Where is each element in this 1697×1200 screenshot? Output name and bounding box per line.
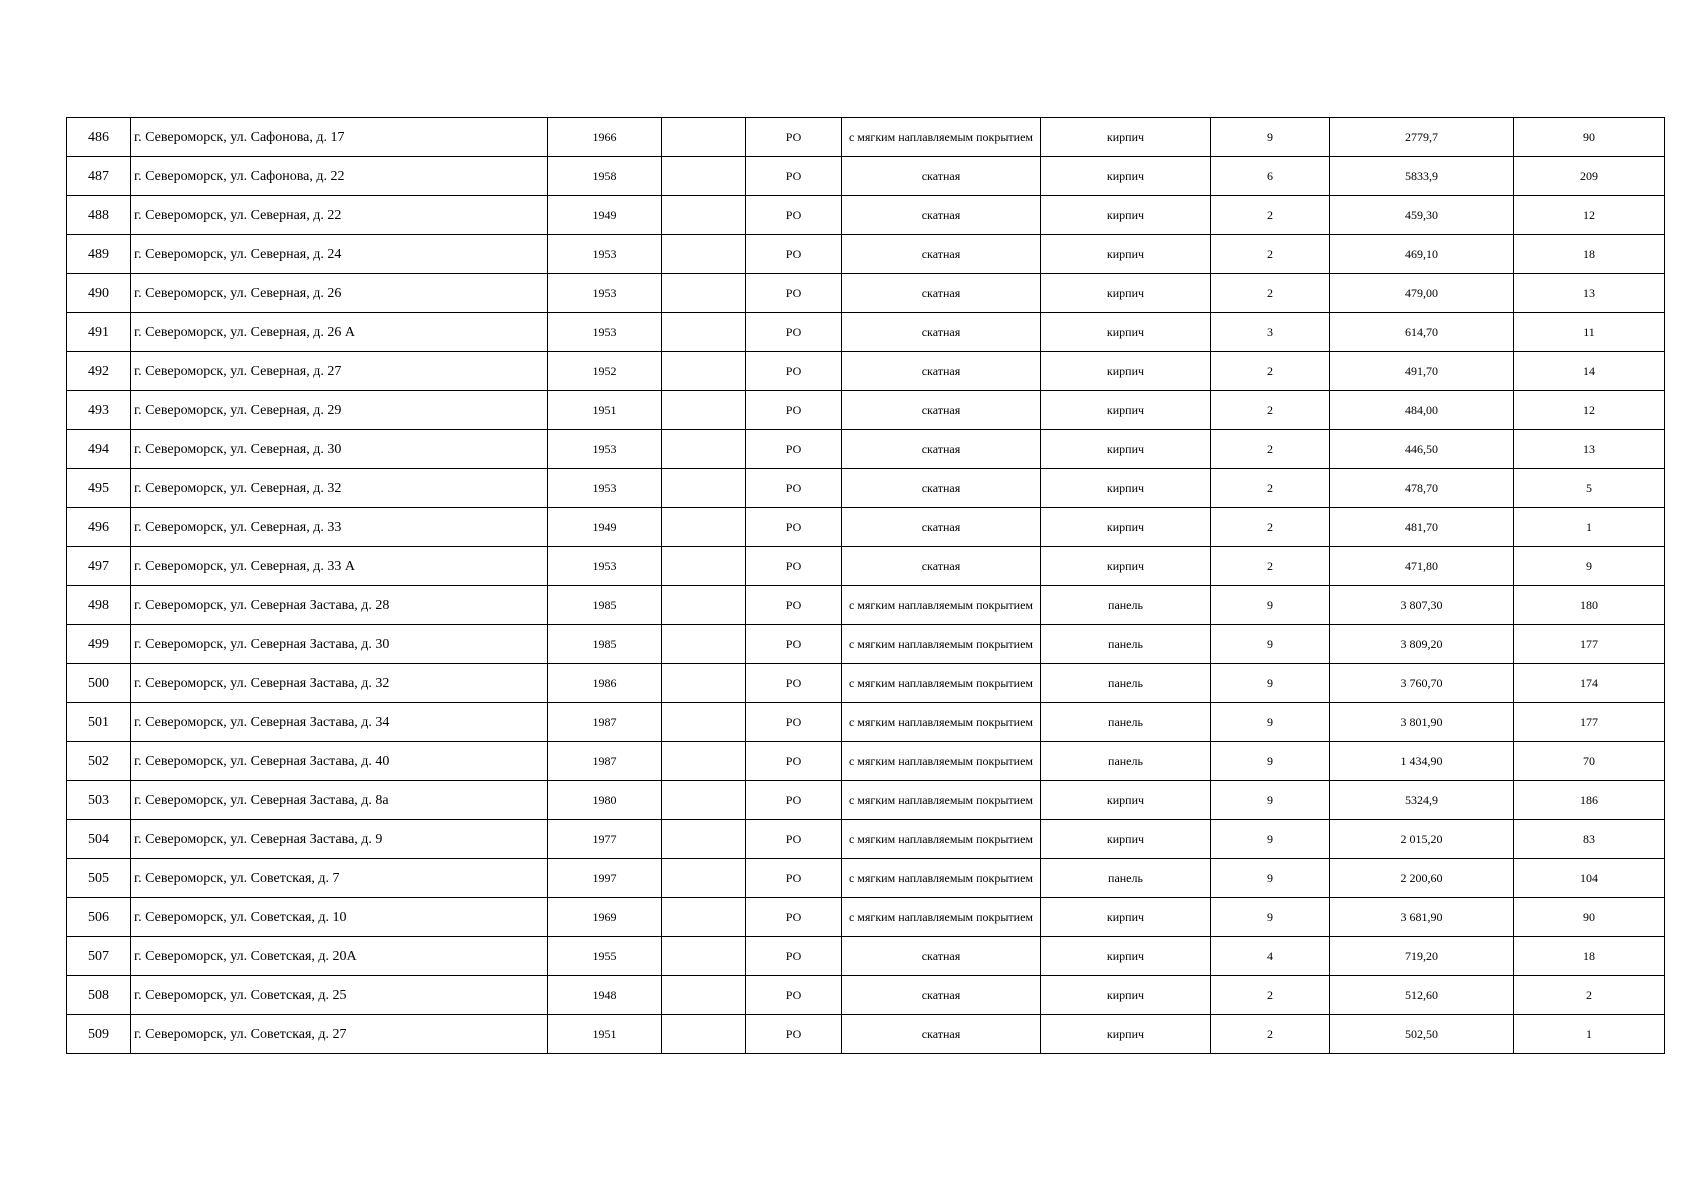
wall-material-cell: кирпич xyxy=(1041,274,1211,313)
fund-method-cell: РО xyxy=(746,508,842,547)
fund-method-cell: РО xyxy=(746,898,842,937)
floors-cell: 9 xyxy=(1211,118,1330,157)
build-year-cell: 1952 xyxy=(548,352,662,391)
floors-cell: 2 xyxy=(1211,352,1330,391)
table-row xyxy=(67,625,1665,664)
roof-type-cell: с мягким наплавляемым покрытием xyxy=(842,898,1041,937)
floors-cell: 3 xyxy=(1211,313,1330,352)
fund-method-cell: РО xyxy=(746,118,842,157)
floors-cell: 9 xyxy=(1211,820,1330,859)
area-cell: 491,70 xyxy=(1330,352,1514,391)
wall-material-cell: кирпич xyxy=(1041,157,1211,196)
area-cell: 719,20 xyxy=(1330,937,1514,976)
floors-cell: 2 xyxy=(1211,469,1330,508)
address-cell: г. Североморск, ул. Северная, д. 26 А xyxy=(131,313,548,352)
fund-method-cell: РО xyxy=(746,274,842,313)
table-row xyxy=(67,469,1665,508)
table-row xyxy=(67,430,1665,469)
residents-cell: 70 xyxy=(1514,742,1665,781)
roof-type-cell: скатная xyxy=(842,196,1041,235)
empty-cell xyxy=(662,898,746,937)
wall-material-cell: панель xyxy=(1041,742,1211,781)
address-cell: г. Североморск, ул. Северная Застава, д. 32 xyxy=(131,664,548,703)
wall-material-cell: панель xyxy=(1041,703,1211,742)
row-number-cell: 504 xyxy=(67,820,131,859)
row-number-cell: 505 xyxy=(67,859,131,898)
area-cell: 478,70 xyxy=(1330,469,1514,508)
fund-method-cell: РО xyxy=(746,820,842,859)
wall-material-cell: кирпич xyxy=(1041,118,1211,157)
fund-method-cell: РО xyxy=(746,859,842,898)
table-row xyxy=(67,547,1665,586)
residents-cell: 18 xyxy=(1514,235,1665,274)
fund-method-cell: РО xyxy=(746,625,842,664)
empty-cell xyxy=(662,547,746,586)
floors-cell: 9 xyxy=(1211,898,1330,937)
floors-cell: 2 xyxy=(1211,391,1330,430)
wall-material-cell: кирпич xyxy=(1041,898,1211,937)
empty-cell xyxy=(662,391,746,430)
empty-cell xyxy=(662,430,746,469)
build-year-cell: 1977 xyxy=(548,820,662,859)
roof-type-cell: скатная xyxy=(842,1015,1041,1054)
table-row xyxy=(67,274,1665,313)
build-year-cell: 1953 xyxy=(548,235,662,274)
area-cell: 2 015,20 xyxy=(1330,820,1514,859)
wall-material-cell: кирпич xyxy=(1041,937,1211,976)
fund-method-cell: РО xyxy=(746,781,842,820)
table-row xyxy=(67,781,1665,820)
address-cell: г. Североморск, ул. Северная, д. 27 xyxy=(131,352,548,391)
floors-cell: 9 xyxy=(1211,742,1330,781)
empty-cell xyxy=(662,196,746,235)
table-row xyxy=(67,235,1665,274)
empty-cell xyxy=(662,1015,746,1054)
build-year-cell: 1985 xyxy=(548,625,662,664)
roof-type-cell: скатная xyxy=(842,235,1041,274)
table-row xyxy=(67,196,1665,235)
residents-cell: 12 xyxy=(1514,196,1665,235)
table-row xyxy=(67,898,1665,937)
roof-type-cell: с мягким наплавляемым покрытием xyxy=(842,703,1041,742)
address-cell: г. Североморск, ул. Советская, д. 20А xyxy=(131,937,548,976)
table-row xyxy=(67,313,1665,352)
build-year-cell: 1953 xyxy=(548,313,662,352)
build-year-cell: 1997 xyxy=(548,859,662,898)
build-year-cell: 1951 xyxy=(548,1015,662,1054)
empty-cell xyxy=(662,586,746,625)
address-cell: г. Североморск, ул. Сафонова, д. 17 xyxy=(131,118,548,157)
floors-cell: 6 xyxy=(1211,157,1330,196)
row-number-cell: 490 xyxy=(67,274,131,313)
residents-cell: 177 xyxy=(1514,625,1665,664)
build-year-cell: 1980 xyxy=(548,781,662,820)
row-number-cell: 487 xyxy=(67,157,131,196)
address-cell: г. Североморск, ул. Сафонова, д. 22 xyxy=(131,157,548,196)
area-cell: 3 809,20 xyxy=(1330,625,1514,664)
table-row xyxy=(67,664,1665,703)
housing-registry-table xyxy=(66,117,1665,1054)
table-row xyxy=(67,391,1665,430)
residents-cell: 1 xyxy=(1514,508,1665,547)
empty-cell xyxy=(662,742,746,781)
fund-method-cell: РО xyxy=(746,703,842,742)
wall-material-cell: кирпич xyxy=(1041,781,1211,820)
area-cell: 469,10 xyxy=(1330,235,1514,274)
area-cell: 1 434,90 xyxy=(1330,742,1514,781)
row-number-cell: 509 xyxy=(67,1015,131,1054)
address-cell: г. Североморск, ул. Северная, д. 22 xyxy=(131,196,548,235)
floors-cell: 2 xyxy=(1211,976,1330,1015)
roof-type-cell: с мягким наплавляемым покрытием xyxy=(842,742,1041,781)
floors-cell: 2 xyxy=(1211,547,1330,586)
wall-material-cell: кирпич xyxy=(1041,391,1211,430)
area-cell: 481,70 xyxy=(1330,508,1514,547)
fund-method-cell: РО xyxy=(746,235,842,274)
area-cell: 459,30 xyxy=(1330,196,1514,235)
roof-type-cell: скатная xyxy=(842,430,1041,469)
row-number-cell: 491 xyxy=(67,313,131,352)
row-number-cell: 494 xyxy=(67,430,131,469)
build-year-cell: 1958 xyxy=(548,157,662,196)
roof-type-cell: с мягким наплавляемым покрытием xyxy=(842,859,1041,898)
table-row xyxy=(67,586,1665,625)
address-cell: г. Североморск, ул. Северная, д. 33 xyxy=(131,508,548,547)
residents-cell: 2 xyxy=(1514,976,1665,1015)
row-number-cell: 497 xyxy=(67,547,131,586)
fund-method-cell: РО xyxy=(746,157,842,196)
row-number-cell: 496 xyxy=(67,508,131,547)
build-year-cell: 1953 xyxy=(548,547,662,586)
floors-cell: 2 xyxy=(1211,430,1330,469)
wall-material-cell: кирпич xyxy=(1041,430,1211,469)
wall-material-cell: кирпич xyxy=(1041,469,1211,508)
wall-material-cell: панель xyxy=(1041,664,1211,703)
row-number-cell: 498 xyxy=(67,586,131,625)
address-cell: г. Североморск, ул. Северная, д. 24 xyxy=(131,235,548,274)
address-cell: г. Североморск, ул. Советская, д. 7 xyxy=(131,859,548,898)
row-number-cell: 508 xyxy=(67,976,131,1015)
row-number-cell: 499 xyxy=(67,625,131,664)
floors-cell: 9 xyxy=(1211,625,1330,664)
roof-type-cell: скатная xyxy=(842,469,1041,508)
address-cell: г. Североморск, ул. Северная Застава, д. 40 xyxy=(131,742,548,781)
fund-method-cell: РО xyxy=(746,313,842,352)
empty-cell xyxy=(662,118,746,157)
fund-method-cell: РО xyxy=(746,391,842,430)
table-body xyxy=(67,118,1665,1054)
residents-cell: 11 xyxy=(1514,313,1665,352)
floors-cell: 2 xyxy=(1211,235,1330,274)
floors-cell: 2 xyxy=(1211,508,1330,547)
residents-cell: 83 xyxy=(1514,820,1665,859)
build-year-cell: 1953 xyxy=(548,274,662,313)
table-row xyxy=(67,859,1665,898)
roof-type-cell: скатная xyxy=(842,391,1041,430)
build-year-cell: 1969 xyxy=(548,898,662,937)
residents-cell: 177 xyxy=(1514,703,1665,742)
roof-type-cell: скатная xyxy=(842,313,1041,352)
residents-cell: 1 xyxy=(1514,1015,1665,1054)
wall-material-cell: кирпич xyxy=(1041,235,1211,274)
build-year-cell: 1953 xyxy=(548,430,662,469)
residents-cell: 90 xyxy=(1514,118,1665,157)
floors-cell: 9 xyxy=(1211,703,1330,742)
empty-cell xyxy=(662,703,746,742)
area-cell: 502,50 xyxy=(1330,1015,1514,1054)
residents-cell: 13 xyxy=(1514,274,1665,313)
row-number-cell: 507 xyxy=(67,937,131,976)
address-cell: г. Североморск, ул. Северная Застава, д. 34 xyxy=(131,703,548,742)
residents-cell: 9 xyxy=(1514,547,1665,586)
row-number-cell: 488 xyxy=(67,196,131,235)
table-row xyxy=(67,976,1665,1015)
wall-material-cell: кирпич xyxy=(1041,1015,1211,1054)
roof-type-cell: с мягким наплавляемым покрытием xyxy=(842,820,1041,859)
table-row xyxy=(67,118,1665,157)
address-cell: г. Североморск, ул. Северная Застава, д. 9 xyxy=(131,820,548,859)
wall-material-cell: кирпич xyxy=(1041,976,1211,1015)
address-cell: г. Североморск, ул. Северная Застава, д. 30 xyxy=(131,625,548,664)
row-number-cell: 501 xyxy=(67,703,131,742)
floors-cell: 4 xyxy=(1211,937,1330,976)
roof-type-cell: с мягким наплавляемым покрытием xyxy=(842,664,1041,703)
address-cell: г. Североморск, ул. Северная Застава, д. 28 xyxy=(131,586,548,625)
fund-method-cell: РО xyxy=(746,1015,842,1054)
empty-cell xyxy=(662,859,746,898)
floors-cell: 2 xyxy=(1211,274,1330,313)
table-row xyxy=(67,157,1665,196)
build-year-cell: 1949 xyxy=(548,508,662,547)
area-cell: 3 801,90 xyxy=(1330,703,1514,742)
residents-cell: 174 xyxy=(1514,664,1665,703)
residents-cell: 5 xyxy=(1514,469,1665,508)
residents-cell: 13 xyxy=(1514,430,1665,469)
area-cell: 3 760,70 xyxy=(1330,664,1514,703)
residents-cell: 209 xyxy=(1514,157,1665,196)
area-cell: 446,50 xyxy=(1330,430,1514,469)
roof-type-cell: с мягким наплавляемым покрытием xyxy=(842,625,1041,664)
address-cell: г. Североморск, ул. Северная, д. 32 xyxy=(131,469,548,508)
empty-cell xyxy=(662,235,746,274)
roof-type-cell: скатная xyxy=(842,274,1041,313)
build-year-cell: 1987 xyxy=(548,703,662,742)
table-row xyxy=(67,703,1665,742)
floors-cell: 9 xyxy=(1211,664,1330,703)
build-year-cell: 1986 xyxy=(548,664,662,703)
build-year-cell: 1987 xyxy=(548,742,662,781)
area-cell: 5833,9 xyxy=(1330,157,1514,196)
roof-type-cell: с мягким наплавляемым покрытием xyxy=(842,586,1041,625)
empty-cell xyxy=(662,313,746,352)
residents-cell: 12 xyxy=(1514,391,1665,430)
floors-cell: 9 xyxy=(1211,586,1330,625)
build-year-cell: 1985 xyxy=(548,586,662,625)
roof-type-cell: скатная xyxy=(842,352,1041,391)
wall-material-cell: панель xyxy=(1041,586,1211,625)
roof-type-cell: скатная xyxy=(842,547,1041,586)
table-row xyxy=(67,820,1665,859)
area-cell: 479,00 xyxy=(1330,274,1514,313)
residents-cell: 90 xyxy=(1514,898,1665,937)
address-cell: г. Североморск, ул. Советская, д. 10 xyxy=(131,898,548,937)
wall-material-cell: панель xyxy=(1041,859,1211,898)
residents-cell: 186 xyxy=(1514,781,1665,820)
build-year-cell: 1953 xyxy=(548,469,662,508)
address-cell: г. Североморск, ул. Северная Застава, д. 8а xyxy=(131,781,548,820)
empty-cell xyxy=(662,625,746,664)
fund-method-cell: РО xyxy=(746,664,842,703)
area-cell: 614,70 xyxy=(1330,313,1514,352)
area-cell: 3 681,90 xyxy=(1330,898,1514,937)
build-year-cell: 1948 xyxy=(548,976,662,1015)
residents-cell: 104 xyxy=(1514,859,1665,898)
empty-cell xyxy=(662,469,746,508)
residents-cell: 18 xyxy=(1514,937,1665,976)
empty-cell xyxy=(662,508,746,547)
roof-type-cell: скатная xyxy=(842,937,1041,976)
fund-method-cell: РО xyxy=(746,547,842,586)
fund-method-cell: РО xyxy=(746,937,842,976)
row-number-cell: 493 xyxy=(67,391,131,430)
area-cell: 2779,7 xyxy=(1330,118,1514,157)
roof-type-cell: с мягким наплавляемым покрытием xyxy=(842,118,1041,157)
wall-material-cell: кирпич xyxy=(1041,352,1211,391)
table-row xyxy=(67,742,1665,781)
empty-cell xyxy=(662,781,746,820)
wall-material-cell: кирпич xyxy=(1041,196,1211,235)
address-cell: г. Североморск, ул. Северная, д. 30 xyxy=(131,430,548,469)
residents-cell: 14 xyxy=(1514,352,1665,391)
address-cell: г. Североморск, ул. Северная, д. 29 xyxy=(131,391,548,430)
roof-type-cell: скатная xyxy=(842,157,1041,196)
floors-cell: 9 xyxy=(1211,859,1330,898)
empty-cell xyxy=(662,157,746,196)
fund-method-cell: РО xyxy=(746,976,842,1015)
build-year-cell: 1955 xyxy=(548,937,662,976)
table-row xyxy=(67,1015,1665,1054)
empty-cell xyxy=(662,352,746,391)
floors-cell: 2 xyxy=(1211,196,1330,235)
floors-cell: 9 xyxy=(1211,781,1330,820)
build-year-cell: 1966 xyxy=(548,118,662,157)
wall-material-cell: кирпич xyxy=(1041,508,1211,547)
area-cell: 3 807,30 xyxy=(1330,586,1514,625)
empty-cell xyxy=(662,976,746,1015)
residents-cell: 180 xyxy=(1514,586,1665,625)
area-cell: 2 200,60 xyxy=(1330,859,1514,898)
table-row xyxy=(67,352,1665,391)
fund-method-cell: РО xyxy=(746,469,842,508)
empty-cell xyxy=(662,937,746,976)
row-number-cell: 500 xyxy=(67,664,131,703)
floors-cell: 2 xyxy=(1211,1015,1330,1054)
wall-material-cell: кирпич xyxy=(1041,547,1211,586)
row-number-cell: 492 xyxy=(67,352,131,391)
row-number-cell: 506 xyxy=(67,898,131,937)
roof-type-cell: скатная xyxy=(842,508,1041,547)
wall-material-cell: кирпич xyxy=(1041,313,1211,352)
row-number-cell: 495 xyxy=(67,469,131,508)
address-cell: г. Североморск, ул. Северная, д. 33 А xyxy=(131,547,548,586)
row-number-cell: 489 xyxy=(67,235,131,274)
table-row xyxy=(67,937,1665,976)
wall-material-cell: кирпич xyxy=(1041,820,1211,859)
row-number-cell: 486 xyxy=(67,118,131,157)
fund-method-cell: РО xyxy=(746,742,842,781)
row-number-cell: 503 xyxy=(67,781,131,820)
roof-type-cell: с мягким наплавляемым покрытием xyxy=(842,781,1041,820)
address-cell: г. Североморск, ул. Северная, д. 26 xyxy=(131,274,548,313)
wall-material-cell: панель xyxy=(1041,625,1211,664)
fund-method-cell: РО xyxy=(746,430,842,469)
build-year-cell: 1949 xyxy=(548,196,662,235)
table-row xyxy=(67,508,1665,547)
empty-cell xyxy=(662,274,746,313)
area-cell: 471,80 xyxy=(1330,547,1514,586)
area-cell: 484,00 xyxy=(1330,391,1514,430)
build-year-cell: 1951 xyxy=(548,391,662,430)
address-cell: г. Североморск, ул. Советская, д. 25 xyxy=(131,976,548,1015)
area-cell: 5324,9 xyxy=(1330,781,1514,820)
roof-type-cell: скатная xyxy=(842,976,1041,1015)
fund-method-cell: РО xyxy=(746,352,842,391)
empty-cell xyxy=(662,820,746,859)
area-cell: 512,60 xyxy=(1330,976,1514,1015)
fund-method-cell: РО xyxy=(746,196,842,235)
row-number-cell: 502 xyxy=(67,742,131,781)
empty-cell xyxy=(662,664,746,703)
address-cell: г. Североморск, ул. Советская, д. 27 xyxy=(131,1015,548,1054)
fund-method-cell: РО xyxy=(746,586,842,625)
